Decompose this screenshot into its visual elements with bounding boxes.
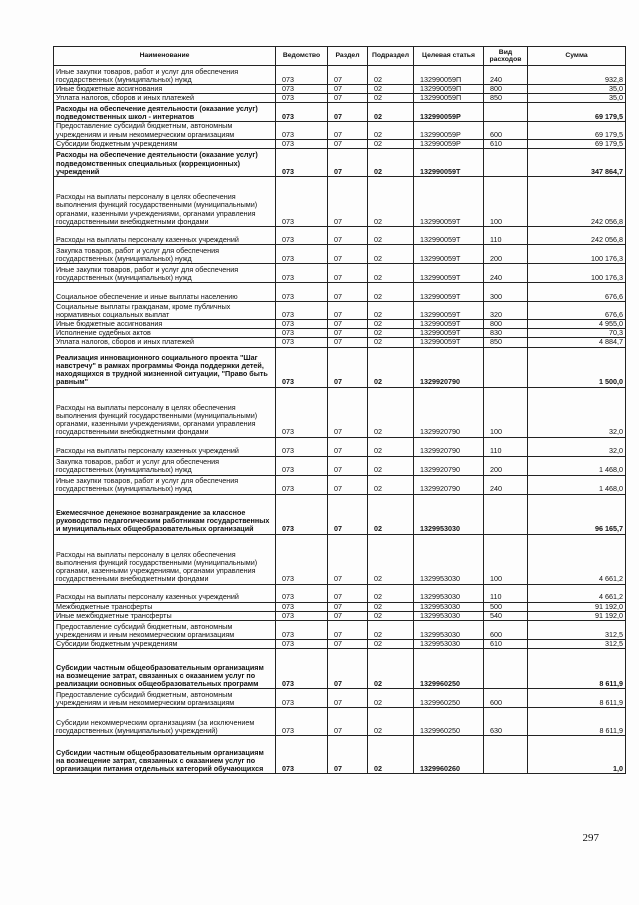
cell-type: 600 (484, 621, 528, 640)
table-row (54, 302, 626, 320)
cell-subsection: 02 (368, 387, 414, 437)
cell-subsection: 02 (368, 245, 414, 264)
cell-section: 07 (328, 94, 368, 103)
cell-dept: 073 (276, 94, 328, 103)
cell-subsection: 02 (368, 122, 414, 139)
cell-type: 100 (484, 534, 528, 584)
cell-article: 132990059П (414, 94, 484, 103)
cell-section: 07 (328, 437, 368, 456)
cell-subsection: 02 (368, 494, 414, 534)
table-row (54, 85, 626, 94)
table-row (54, 387, 626, 437)
table-row (54, 689, 626, 708)
cell-article: 1329960250 (414, 649, 484, 689)
cell-subsection: 02 (368, 621, 414, 640)
cell-subsection: 02 (368, 320, 414, 329)
cell-article: 1329960250 (414, 689, 484, 708)
cell-article: 132990059Т (414, 302, 484, 320)
cell-article: 1329920790 (414, 387, 484, 437)
col-header-type: Вид расходов (484, 47, 528, 66)
cell-type: 630 (484, 708, 528, 736)
cell-name: Межбюджетные трансферты (54, 602, 276, 611)
cell-type: 110 (484, 437, 528, 456)
cell-name: Субсидии бюджетным учреждениям (54, 139, 276, 148)
cell-dept: 073 (276, 347, 328, 387)
cell-type: 610 (484, 640, 528, 649)
cell-sum: 932,8 (528, 66, 626, 85)
table-row (54, 264, 626, 283)
cell-section: 07 (328, 494, 368, 534)
cell-section: 07 (328, 649, 368, 689)
cell-type (484, 149, 528, 177)
cell-dept: 073 (276, 264, 328, 283)
cell-sum: 69 179,5 (528, 122, 626, 139)
cell-section: 07 (328, 245, 368, 264)
cell-type: 320 (484, 302, 528, 320)
cell-name: Закупка товаров, работ и услуг для обеспечения государственных (муниципальных) нужд (54, 245, 276, 264)
cell-section: 07 (328, 139, 368, 148)
cell-name: Субсидии некоммерческим организациям (за исключением государственных (муниципальных) учреждений) (54, 708, 276, 736)
cell-subsection: 02 (368, 264, 414, 283)
table-header-row (54, 47, 626, 66)
cell-sum: 91 192,0 (528, 602, 626, 611)
cell-type: 540 (484, 611, 528, 620)
table-row (54, 456, 626, 475)
col-header-subsection: Подраздел (368, 47, 414, 66)
table-row (54, 649, 626, 689)
cell-dept: 073 (276, 736, 328, 774)
table-row (54, 320, 626, 329)
cell-article: 1329953030 (414, 494, 484, 534)
cell-dept: 073 (276, 649, 328, 689)
cell-type: 610 (484, 139, 528, 148)
cell-subsection: 02 (368, 85, 414, 94)
cell-section: 07 (328, 611, 368, 620)
cell-article: 132990059Т (414, 320, 484, 329)
cell-section: 07 (328, 177, 368, 227)
table-row (54, 611, 626, 620)
cell-name: Субсидии частным общеобразовательным организациям на возмещение затрат, связанных с оказанием услуг по организации питания отдельных категорий обучающихся (54, 736, 276, 774)
cell-type (484, 494, 528, 534)
cell-dept: 073 (276, 139, 328, 148)
cell-article: 132990059Т (414, 227, 484, 245)
cell-dept: 073 (276, 149, 328, 177)
cell-name: Уплата налогов, сборов и иных платежей (54, 338, 276, 347)
cell-section: 07 (328, 640, 368, 649)
cell-sum: 96 165,7 (528, 494, 626, 534)
cell-type: 240 (484, 475, 528, 494)
table-row (54, 437, 626, 456)
cell-dept: 073 (276, 602, 328, 611)
cell-section: 07 (328, 708, 368, 736)
cell-type: 800 (484, 85, 528, 94)
cell-dept: 073 (276, 85, 328, 94)
cell-article: 1329920790 (414, 347, 484, 387)
cell-sum: 4 955,0 (528, 320, 626, 329)
cell-article: 132990059Р (414, 139, 484, 148)
cell-article: 1329920790 (414, 437, 484, 456)
cell-type: 240 (484, 264, 528, 283)
table-row (54, 584, 626, 602)
cell-subsection: 02 (368, 649, 414, 689)
cell-dept: 073 (276, 283, 328, 302)
cell-sum: 312,5 (528, 621, 626, 640)
cell-subsection: 02 (368, 177, 414, 227)
cell-section: 07 (328, 736, 368, 774)
cell-subsection: 02 (368, 708, 414, 736)
cell-dept: 073 (276, 621, 328, 640)
col-header-name: Наименование (54, 47, 276, 66)
cell-name: Предоставление субсидий бюджетным, автономным учреждениям и иным некоммерческим организациям (54, 689, 276, 708)
cell-type: 850 (484, 338, 528, 347)
cell-sum: 35,0 (528, 85, 626, 94)
cell-subsection: 02 (368, 103, 414, 122)
table-row (54, 338, 626, 347)
cell-article: 132990059Т (414, 329, 484, 338)
cell-section: 07 (328, 264, 368, 283)
cell-subsection: 02 (368, 329, 414, 338)
cell-sum: 8 611,9 (528, 708, 626, 736)
cell-name: Социальное обеспечение и иные выплаты населению (54, 283, 276, 302)
cell-sum: 32,0 (528, 437, 626, 456)
cell-type: 600 (484, 689, 528, 708)
cell-name: Социальные выплаты гражданам, кроме публичных нормативных социальных выплат (54, 302, 276, 320)
cell-dept: 073 (276, 584, 328, 602)
page-number: 297 (582, 832, 599, 844)
cell-subsection: 02 (368, 227, 414, 245)
cell-section: 07 (328, 534, 368, 584)
cell-dept: 073 (276, 177, 328, 227)
cell-name: Расходы на выплаты персоналу казенных учреждений (54, 227, 276, 245)
cell-article: 1329960250 (414, 708, 484, 736)
cell-article: 1329920790 (414, 456, 484, 475)
table-row (54, 494, 626, 534)
cell-type: 110 (484, 227, 528, 245)
table-row (54, 736, 626, 774)
cell-subsection: 02 (368, 283, 414, 302)
cell-subsection: 02 (368, 347, 414, 387)
table-row (54, 475, 626, 494)
cell-subsection: 02 (368, 689, 414, 708)
cell-name: Реализация инновационного социального проекта "Шаг навстречу" в рамках программы Фонда поддержки детей, находящихся в трудной жизненной ситуации, "Право быть равным" (54, 347, 276, 387)
cell-name: Ежемесячное денежное вознаграждение за классное руководство педагогическим работникам государственных и муниципальных общеобразовательных организаций (54, 494, 276, 534)
cell-name: Расходы на обеспечение деятельности (оказание услуг) подведомственных школ - интернатов (54, 103, 276, 122)
cell-name: Расходы на выплаты персоналу в целях обеспечения выполнения функций государственными (муниципальными) органами, казенными учреждениями, органами управления государственными внебюджетными фондами (54, 387, 276, 437)
cell-sum: 1 500,0 (528, 347, 626, 387)
cell-article: 1329953030 (414, 534, 484, 584)
cell-name: Иные бюджетные ассигнования (54, 85, 276, 94)
cell-sum: 8 611,9 (528, 649, 626, 689)
cell-dept: 073 (276, 329, 328, 338)
cell-sum: 4 661,2 (528, 534, 626, 584)
cell-type: 830 (484, 329, 528, 338)
cell-section: 07 (328, 320, 368, 329)
cell-subsection: 02 (368, 534, 414, 584)
cell-sum: 69 179,5 (528, 139, 626, 148)
col-header-sum: Сумма (528, 47, 626, 66)
cell-article: 132990059Т (414, 149, 484, 177)
cell-name: Предоставление субсидий бюджетным, автономным учреждениям и иным некоммерческим организациям (54, 621, 276, 640)
cell-dept: 073 (276, 338, 328, 347)
cell-dept: 073 (276, 689, 328, 708)
cell-subsection: 02 (368, 94, 414, 103)
cell-sum: 242 056,8 (528, 177, 626, 227)
cell-subsection: 02 (368, 139, 414, 148)
cell-type: 850 (484, 94, 528, 103)
cell-name: Расходы на обеспечение деятельности (оказание услуг) подведомственных специальных (коррекционных) учреждений (54, 149, 276, 177)
cell-subsection: 02 (368, 611, 414, 620)
cell-section: 07 (328, 338, 368, 347)
cell-type: 600 (484, 122, 528, 139)
cell-subsection: 02 (368, 456, 414, 475)
cell-name: Уплата налогов, сборов и иных платежей (54, 94, 276, 103)
cell-article: 132990059Т (414, 177, 484, 227)
cell-sum: 347 864,7 (528, 149, 626, 177)
cell-dept: 073 (276, 494, 328, 534)
cell-type (484, 736, 528, 774)
cell-name: Субсидии частным общеобразовательным организациям на возмещение затрат, связанных с оказанием услуг по реализации основных общеобразовательных программ (54, 649, 276, 689)
cell-article: 1329953030 (414, 621, 484, 640)
budget-table (53, 46, 626, 774)
cell-subsection: 02 (368, 584, 414, 602)
table-row (54, 621, 626, 640)
cell-sum: 676,6 (528, 302, 626, 320)
cell-name: Иные закупки товаров, работ и услуг для обеспечения государственных (муниципальных) нужд (54, 475, 276, 494)
table-row (54, 602, 626, 611)
cell-subsection: 02 (368, 437, 414, 456)
cell-subsection: 02 (368, 338, 414, 347)
cell-dept: 073 (276, 611, 328, 620)
table-row (54, 347, 626, 387)
cell-article: 132990059П (414, 66, 484, 85)
cell-sum: 100 176,3 (528, 245, 626, 264)
cell-section: 07 (328, 283, 368, 302)
cell-subsection: 02 (368, 149, 414, 177)
cell-sum: 91 192,0 (528, 611, 626, 620)
cell-subsection: 02 (368, 736, 414, 774)
table-row (54, 329, 626, 338)
cell-section: 07 (328, 621, 368, 640)
cell-section: 07 (328, 149, 368, 177)
cell-sum: 676,6 (528, 283, 626, 302)
cell-section: 07 (328, 387, 368, 437)
cell-sum: 1 468,0 (528, 475, 626, 494)
cell-section: 07 (328, 689, 368, 708)
cell-article: 1329953030 (414, 611, 484, 620)
cell-section: 07 (328, 584, 368, 602)
cell-article: 132990059Т (414, 283, 484, 302)
cell-section: 07 (328, 122, 368, 139)
cell-dept: 073 (276, 227, 328, 245)
cell-sum: 242 056,8 (528, 227, 626, 245)
table-row (54, 534, 626, 584)
cell-section: 07 (328, 302, 368, 320)
cell-type: 240 (484, 66, 528, 85)
cell-type: 200 (484, 456, 528, 475)
table-row (54, 227, 626, 245)
col-header-section: Раздел (328, 47, 368, 66)
cell-dept: 073 (276, 66, 328, 85)
col-header-article: Целевая статья (414, 47, 484, 66)
cell-section: 07 (328, 103, 368, 122)
cell-section: 07 (328, 347, 368, 387)
cell-article: 132990059Т (414, 264, 484, 283)
table-row (54, 122, 626, 139)
cell-article: 132990059Т (414, 245, 484, 264)
cell-section: 07 (328, 329, 368, 338)
cell-type: 100 (484, 387, 528, 437)
cell-type (484, 103, 528, 122)
cell-article: 132990059Р (414, 103, 484, 122)
cell-name: Исполнение судебных актов (54, 329, 276, 338)
cell-dept: 073 (276, 320, 328, 329)
cell-sum: 70,3 (528, 329, 626, 338)
cell-subsection: 02 (368, 640, 414, 649)
cell-sum: 32,0 (528, 387, 626, 437)
cell-dept: 073 (276, 387, 328, 437)
cell-name: Иные бюджетные ассигнования (54, 320, 276, 329)
cell-name: Расходы на выплаты персоналу казенных учреждений (54, 584, 276, 602)
cell-type: 100 (484, 177, 528, 227)
table-row (54, 640, 626, 649)
cell-section: 07 (328, 475, 368, 494)
cell-sum: 312,5 (528, 640, 626, 649)
cell-name: Расходы на выплаты персоналу в целях обеспечения выполнения функций государственными (муниципальными) органами, казенными учреждениями, органами управления государственными внебюджетными фондами (54, 534, 276, 584)
cell-section: 07 (328, 456, 368, 475)
cell-section: 07 (328, 602, 368, 611)
cell-sum: 1 468,0 (528, 456, 626, 475)
cell-dept: 073 (276, 708, 328, 736)
cell-article: 132990059Т (414, 338, 484, 347)
cell-name: Предоставление субсидий бюджетным, автономным учреждениям и иным некоммерческим организациям (54, 122, 276, 139)
cell-article: 132990059П (414, 85, 484, 94)
cell-type: 200 (484, 245, 528, 264)
table-row (54, 139, 626, 148)
cell-section: 07 (328, 85, 368, 94)
cell-dept: 073 (276, 456, 328, 475)
cell-sum: 4 661,2 (528, 584, 626, 602)
table-row (54, 94, 626, 103)
cell-subsection: 02 (368, 602, 414, 611)
cell-dept: 073 (276, 640, 328, 649)
cell-dept: 073 (276, 103, 328, 122)
cell-sum: 100 176,3 (528, 264, 626, 283)
cell-type: 500 (484, 602, 528, 611)
cell-dept: 073 (276, 122, 328, 139)
cell-article: 1329953030 (414, 602, 484, 611)
cell-sum: 35,0 (528, 94, 626, 103)
cell-article: 1329953030 (414, 640, 484, 649)
cell-subsection: 02 (368, 302, 414, 320)
cell-article: 1329920790 (414, 475, 484, 494)
table-row (54, 177, 626, 227)
cell-section: 07 (328, 227, 368, 245)
cell-sum: 8 611,9 (528, 689, 626, 708)
table-row (54, 149, 626, 177)
cell-name: Субсидии бюджетным учреждениям (54, 640, 276, 649)
cell-dept: 073 (276, 475, 328, 494)
table-row (54, 708, 626, 736)
cell-article: 1329953030 (414, 584, 484, 602)
cell-name: Иные закупки товаров, работ и услуг для обеспечения государственных (муниципальных) нужд (54, 66, 276, 85)
cell-sum: 4 884,7 (528, 338, 626, 347)
cell-name: Закупка товаров, работ и услуг для обеспечения государственных (муниципальных) нужд (54, 456, 276, 475)
cell-name: Расходы на выплаты персоналу в целях обеспечения выполнения функций государственными (муниципальными) органами, казенными учреждениями, органами управления государственными внебюджетными фондами (54, 177, 276, 227)
table-row (54, 283, 626, 302)
cell-sum: 1,0 (528, 736, 626, 774)
cell-subsection: 02 (368, 475, 414, 494)
table-row (54, 103, 626, 122)
cell-name: Иные закупки товаров, работ и услуг для обеспечения государственных (муниципальных) нужд (54, 264, 276, 283)
table-row (54, 66, 626, 85)
cell-dept: 073 (276, 245, 328, 264)
cell-type: 110 (484, 584, 528, 602)
cell-type: 800 (484, 320, 528, 329)
cell-article: 1329960260 (414, 736, 484, 774)
cell-section: 07 (328, 66, 368, 85)
cell-name: Расходы на выплаты персоналу казенных учреждений (54, 437, 276, 456)
table-body (54, 66, 626, 774)
cell-type: 300 (484, 283, 528, 302)
cell-type (484, 347, 528, 387)
cell-sum: 69 179,5 (528, 103, 626, 122)
cell-dept: 073 (276, 302, 328, 320)
cell-dept: 073 (276, 437, 328, 456)
cell-name: Иные межбюджетные трансферты (54, 611, 276, 620)
cell-article: 132990059Р (414, 122, 484, 139)
col-header-dept: Ведомство (276, 47, 328, 66)
cell-subsection: 02 (368, 66, 414, 85)
cell-type (484, 649, 528, 689)
table-row (54, 245, 626, 264)
cell-dept: 073 (276, 534, 328, 584)
